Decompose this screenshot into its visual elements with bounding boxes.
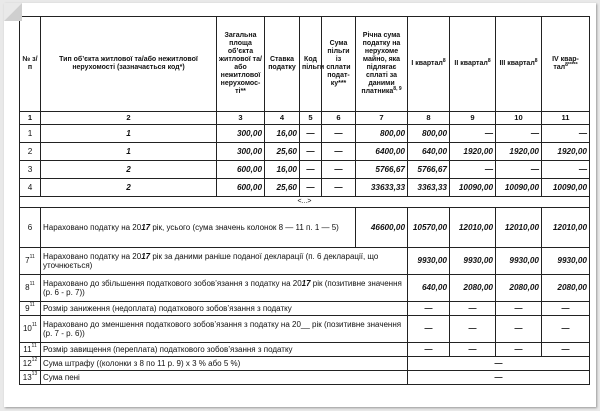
summary-label: Нараховано податку на 2017 рік, усього (сума значень колонок 8 — 11 п. 1 — 5) [41, 208, 356, 248]
annual-sum-value: 5766,67 [356, 161, 408, 179]
column-number: 3 [217, 112, 265, 125]
summary-row-8 [20, 275, 590, 302]
q2-value: — [450, 343, 496, 357]
benefit-sum-value: — [322, 179, 356, 197]
q4-value: 10090,00 [542, 179, 590, 197]
q1-value: — [408, 302, 450, 316]
header-num: № з/п [20, 17, 41, 112]
ellipsis-text: <...> [20, 197, 590, 208]
q4-value: — [542, 161, 590, 179]
object-type-code: 2 [41, 161, 217, 179]
row-number: 2 [20, 143, 41, 161]
q1-value: — [408, 343, 450, 357]
q4-value: 9930,00 [542, 248, 590, 275]
column-number: 10 [496, 112, 542, 125]
row-number: $8^{11}$ [20, 275, 41, 302]
column-number: 6 [322, 112, 356, 125]
q3-value: — [496, 125, 542, 143]
q3-value: 12010,00 [496, 208, 542, 248]
table-row [20, 179, 590, 197]
rate-value: 25,60 [265, 179, 300, 197]
summary-row-9 [20, 302, 590, 316]
q2-value: — [450, 316, 496, 343]
q2-value: 1920,00 [450, 143, 496, 161]
area-value: 300,00 [217, 143, 265, 161]
ellipsis-row [20, 197, 590, 208]
q2-value: 9930,00 [450, 248, 496, 275]
annual-total-value: 46600,00 [356, 208, 408, 248]
benefit-code-value: — [300, 161, 322, 179]
column-number: 11 [542, 112, 590, 125]
q1-value: 5766,67 [408, 161, 450, 179]
header-row [20, 17, 590, 112]
q1-value: 10570,00 [408, 208, 450, 248]
interest-label: Сума пені [41, 371, 408, 385]
row-number: $13^{13}$ [20, 371, 41, 385]
q4-value: 2080,00 [542, 275, 590, 302]
column-number: 1 [20, 112, 41, 125]
q1-value: 9930,00 [408, 248, 450, 275]
interest-value: — [408, 371, 590, 385]
benefit-sum-value: — [322, 143, 356, 161]
summary-label: Нараховано податку на 2017 рік за даними раніше поданої декларації (п. 6 декларації, що уточнюється) [41, 248, 408, 275]
header-q1: I квартал$^8$ [408, 17, 450, 112]
q2-value: 2080,00 [450, 275, 496, 302]
rate-value: 25,60 [265, 143, 300, 161]
penalty-value: — [408, 357, 590, 371]
header-benefit-code: Код пільги [300, 17, 322, 112]
page-corner-fold-shadow [4, 3, 22, 21]
column-number: 7 [356, 112, 408, 125]
row-number: $9^{11}$ [20, 302, 41, 316]
q4-value: — [542, 302, 590, 316]
table-row [20, 125, 590, 143]
row-number: $12^{12}$ [20, 357, 41, 371]
summary-row-10 [20, 316, 590, 343]
penalty-label: Сума штрафу ((колонки з 8 по 11 р. 9) х 3 % або 5 %) [41, 357, 408, 371]
column-number-row [20, 112, 590, 125]
q4-value: — [542, 125, 590, 143]
q3-value: 9930,00 [496, 248, 542, 275]
header-rate: Ставка податку [265, 17, 300, 112]
area-value: 600,00 [217, 161, 265, 179]
benefit-sum-value: — [322, 125, 356, 143]
table-row [20, 161, 590, 179]
q3-value: — [496, 161, 542, 179]
interest-row [20, 371, 590, 385]
object-type-code: 2 [41, 179, 217, 197]
row-number: $7^{11}$ [20, 248, 41, 275]
rate-value: 16,00 [265, 161, 300, 179]
q1-value: 3363,33 [408, 179, 450, 197]
summary-label: Розмір завищення (переплата) податкового зобов’язання з податку [41, 343, 408, 357]
summary-label: Нараховано до зменшення податкового зобов’язання з податку на 20__ рік (позитивне значення (р. 7 - р. 6)) [41, 316, 408, 343]
rate-value: 16,00 [265, 125, 300, 143]
q3-value: 2080,00 [496, 275, 542, 302]
q1-value: 640,00 [408, 275, 450, 302]
row-number: 1 [20, 125, 41, 143]
benefit-code-value: — [300, 143, 322, 161]
row-number: $10^{11}$ [20, 316, 41, 343]
header-object-type: Тип об’єкта житлової та/або нежитлової нерухомості (зазначається код*) [41, 17, 217, 112]
q2-value: 12010,00 [450, 208, 496, 248]
summary-row-11 [20, 343, 590, 357]
column-number: 2 [41, 112, 217, 125]
row-number: 3 [20, 161, 41, 179]
q3-value: — [496, 302, 542, 316]
object-type-code: 1 [41, 143, 217, 161]
table-row [20, 143, 590, 161]
summary-row-6 [20, 208, 590, 248]
object-type-code: 1 [41, 125, 217, 143]
q4-value: — [542, 343, 590, 357]
penalty-row [20, 357, 590, 371]
q2-value: 10090,00 [450, 179, 496, 197]
column-number: 5 [300, 112, 322, 125]
benefit-code-value: — [300, 125, 322, 143]
q3-value: 10090,00 [496, 179, 542, 197]
header-benefit-sum: Сума пільги із сплати подат-ку*** [322, 17, 356, 112]
row-number: 4 [20, 179, 41, 197]
annual-sum-value: 6400,00 [356, 143, 408, 161]
column-number: 4 [265, 112, 300, 125]
row-number: 6 [20, 208, 41, 248]
benefit-code-value: — [300, 179, 322, 197]
tax-declaration-table [19, 16, 590, 385]
row-number: $11^{11}$ [20, 343, 41, 357]
q4-value: — [542, 316, 590, 343]
header-q3: III квартал$^8$ [496, 17, 542, 112]
header-area: Загальна площа об’єкта житлової та/або нежитлової нерухомос-ті** [217, 17, 265, 112]
q4-value: 12010,00 [542, 208, 590, 248]
column-number: 9 [450, 112, 496, 125]
area-value: 300,00 [217, 125, 265, 143]
q1-value: — [408, 316, 450, 343]
q3-value: — [496, 343, 542, 357]
header-q4: IV квар-тал$^{8*****}$ [542, 17, 590, 112]
summary-row-7 [20, 248, 590, 275]
benefit-sum-value: — [322, 161, 356, 179]
annual-sum-value: 33633,33 [356, 179, 408, 197]
q3-value: — [496, 316, 542, 343]
q1-value: 640,00 [408, 143, 450, 161]
q2-value: — [450, 125, 496, 143]
summary-label: Розмір заниження (недоплата) податкового зобов’язання з податку [41, 302, 408, 316]
header-q2: II квартал$^8$ [450, 17, 496, 112]
q3-value: 1920,00 [496, 143, 542, 161]
area-value: 600,00 [217, 179, 265, 197]
q4-value: 1920,00 [542, 143, 590, 161]
column-number: 8 [408, 112, 450, 125]
q2-value: — [450, 302, 496, 316]
annual-sum-value: 800,00 [356, 125, 408, 143]
q2-value: — [450, 161, 496, 179]
header-annual-sum: Річна сума податку на нерухоме майно, яка підлягає сплаті за даними платника$^{8, 9}$ [356, 17, 408, 112]
summary-label: Нараховано до збільшення податкового зобов’язання з податку на 2017 рік (позитивне значення (р. 6 - р. 7)) [41, 275, 408, 302]
q1-value: 800,00 [408, 125, 450, 143]
